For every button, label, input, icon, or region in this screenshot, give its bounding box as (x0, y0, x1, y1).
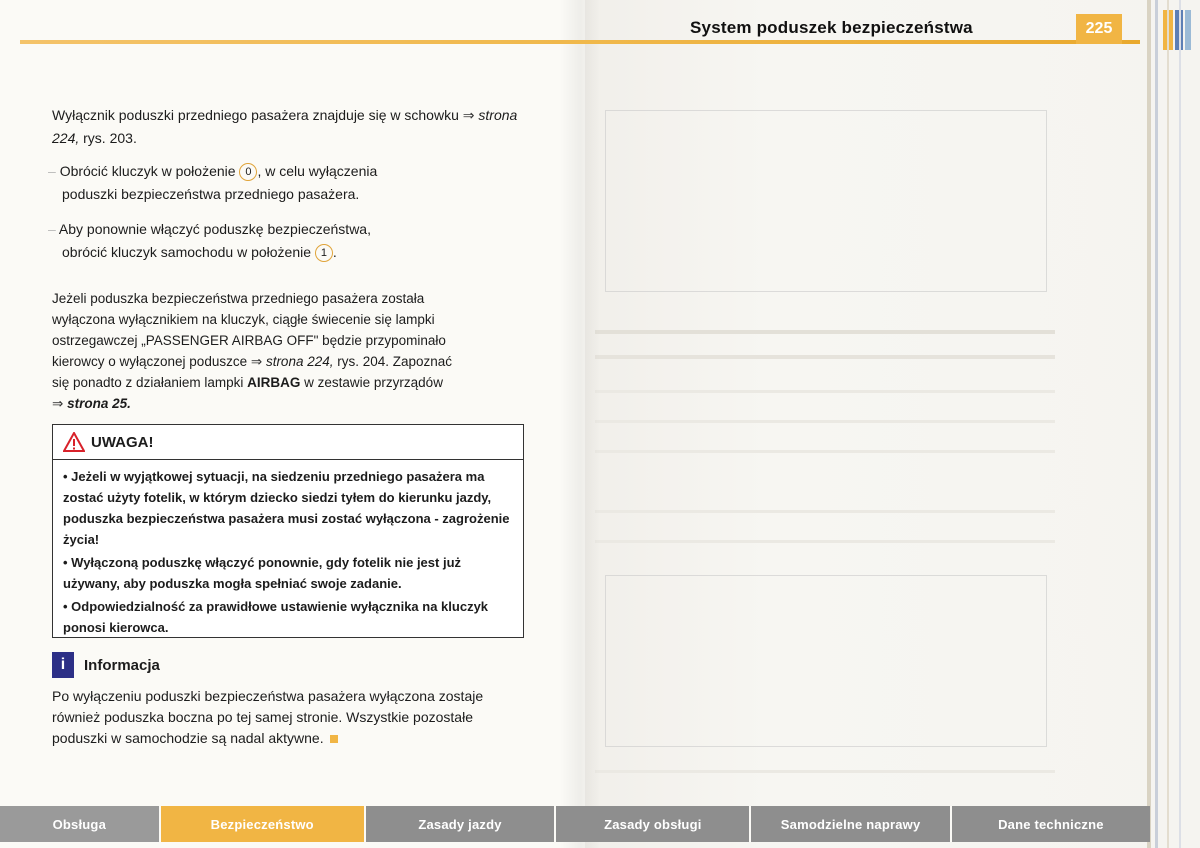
step-2: – Aby ponownie włączyć poduszkę bezpieczeństwa, obrócić kluczyk samochodu w położenie 1 . (48, 218, 528, 264)
warning-title: UWAGA! (91, 433, 154, 451)
nav-tab-bezpieczenstwo[interactable]: Bezpieczeństwo (161, 806, 366, 842)
arrow-icon: ⇒ (52, 396, 64, 411)
warning-header (53, 425, 523, 460)
info-header (52, 652, 160, 678)
warning-body (53, 460, 523, 646)
page-title: System poduszek bezpieczeństwa (690, 18, 973, 37)
step-2-text-line2: obrócić kluczyk samochodu w położenie (62, 244, 312, 260)
para-line: ostrzegawczej „PASSENGER AIRBAG OFF" będzie przypominało (52, 333, 446, 348)
warning-item: • Wyłączoną poduszkę włączyć ponownie, gdy fotelik nie jest już używany, aby poduszka mogła spełniać swoje zadanie. (63, 552, 513, 594)
page-edge-tabs (1145, 0, 1200, 848)
arrow-icon: ⇒ (250, 354, 263, 369)
intro-text: Wyłącznik poduszki przedniego pasażera znajduje się w schowku (52, 107, 459, 123)
end-of-section-icon (330, 735, 338, 743)
step-1-text: Obrócić kluczyk w położenie (59, 163, 236, 179)
para-line (52, 372, 522, 393)
step-1-text-line2: poduszki bezpieczeństwa przedniego pasażera. (62, 186, 360, 202)
nav-tab-obsluga[interactable]: Obsługa (0, 806, 161, 842)
step-bullet-icon: – (48, 221, 56, 237)
intro-paragraph (52, 104, 522, 150)
para-line (52, 393, 522, 414)
step-1-text-cont: , w celu wyłączenia (257, 163, 378, 179)
warning-item: • Odpowiedzialność za prawidłowe ustawienie wyłącznika na kluczyk ponosi kierowca. (63, 596, 513, 638)
step-bullet-icon: – (48, 163, 56, 179)
step-2-text: Aby ponownie włączyć poduszkę bezpieczeństwa, (58, 221, 371, 237)
right-page-bleedthrough (585, 0, 1200, 848)
nav-tab-dane-techniczne[interactable]: Dane techniczne (952, 806, 1150, 842)
para-line (52, 351, 522, 372)
page-number: 225 (1076, 14, 1122, 44)
intro-ref-tail: rys. 203. (83, 130, 137, 146)
info-text: Po wyłączeniu poduszki bezpieczeństwa pasażera wyłączona zostaje również poduszka boczna po tej samej stronie. Wszystkie pozostałe poduszki w samochodzie są nadal aktywne. (52, 688, 484, 746)
arrow-icon: ⇒ (462, 107, 475, 123)
nav-tab-zasady-obslugi[interactable]: Zasady obsługi (556, 806, 751, 842)
para-line-text: kierowcy o wyłączonej poduszce (52, 354, 248, 369)
key-position-on-icon: 1 (315, 244, 333, 262)
warning-item: • Jeżeli w wyjątkowej sytuacji, na siedzeniu przedniego pasażera ma zostać użyty fotelik, w którym dziecko siedzi tyłem do kierunku jazdy, poduszka bezpieczeństwa pasażera musi zostać wyłączona - zagrożenie życia! (63, 466, 513, 550)
para-ref-tail: rys. 204. Zapoznać (337, 354, 453, 369)
page-gutter (560, 0, 600, 848)
chapter-nav (0, 806, 1150, 842)
para-line: wyłączona wyłącznikiem na kluczyk, ciągłe świecenie się lampki (52, 312, 435, 327)
airbag-off-paragraph (52, 288, 522, 414)
info-body (52, 686, 502, 749)
para-line: Jeżeli poduszka bezpieczeństwa przedniego pasażera została (52, 291, 425, 306)
para-line-text: w zestawie przyrządów (304, 375, 443, 390)
nav-tab-zasady-jazdy[interactable]: Zasady jazdy (366, 806, 556, 842)
warning-box (52, 424, 524, 638)
para-ref: strona 224, (265, 354, 334, 369)
info-title: Informacja (84, 656, 160, 674)
warning-triangle-icon (63, 432, 85, 452)
key-position-off-icon: 0 (239, 163, 257, 181)
airbag-label: AIRBAG (247, 375, 301, 390)
para-ref: strona 25. (67, 396, 131, 411)
nav-tab-samodzielne-naprawy[interactable]: Samodzielne naprawy (751, 806, 951, 842)
step-1 (48, 160, 528, 206)
info-icon: i (52, 652, 74, 678)
para-line-text: się ponadto z działaniem lampki (52, 375, 244, 390)
intro-ref: strona 224, (52, 107, 518, 146)
